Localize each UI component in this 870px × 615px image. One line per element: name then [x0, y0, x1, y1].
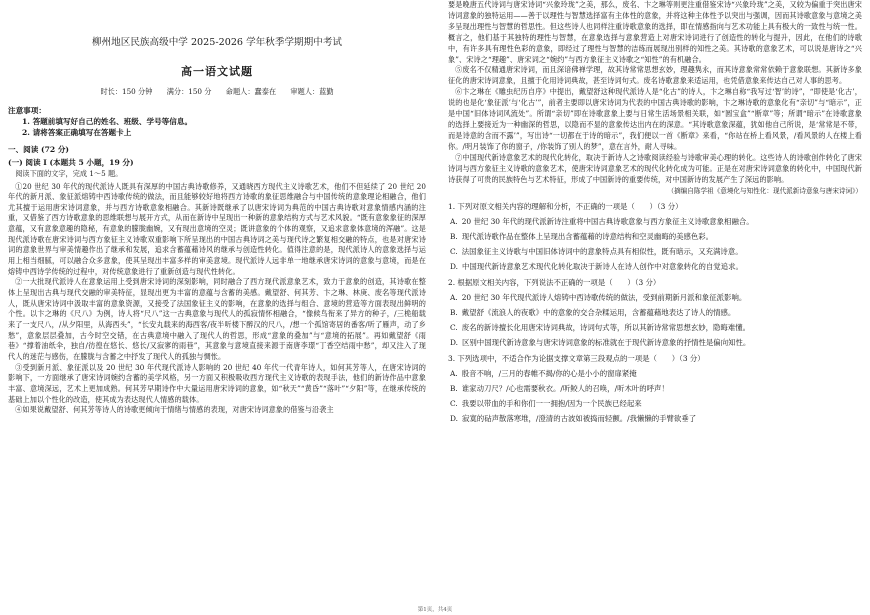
- question-3: [448, 353, 862, 424]
- question-stem: 3. 下列选项中，不适合作为论据支撑文章第三段观点的一项是（ ）（3 分）: [448, 354, 705, 364]
- option-a[interactable]: A. 殷音不响，/三月的春帷不揭/你的心是小小的窗扉紧掩: [450, 369, 637, 379]
- section-heading: 一、阅读 (72 分): [8, 145, 70, 154]
- reviewer: 审题人：蓝勤: [290, 87, 334, 96]
- exam-meta: [8, 87, 426, 97]
- right-column: [448, 0, 862, 424]
- notice-heading: 注意事项：: [8, 106, 46, 115]
- setter: 命题人：蠢泰在: [225, 87, 277, 96]
- question-2: [448, 277, 862, 348]
- option-d[interactable]: D. 中国现代新诗意象艺术现代化转化取决于新诗人在诗人创作中对意象转化的自觉追求。: [450, 262, 743, 272]
- passage-paragraph: ⑤废名不仅精通唐宋诗词，而且深谙佛禅学理，故其诗常常思想玄妙，理趣隽永，而其诗意象常常依赖于意象联想。其新诗多象征化的唐宋诗词意象，且擅于化用诗词典故，甚至诗词句式。废名诗歌意象来适运用，也凭借意象来传达自己对人事的思考。: [448, 65, 862, 86]
- option-a[interactable]: A. 20 世纪 30 年代现代派诗人熔铸中西诗歌传统的做法，受到前期新月派和象征派影响。: [450, 293, 747, 303]
- full-score: 满分：150 分: [166, 87, 212, 96]
- duration: 时长：150 分钟: [100, 87, 153, 96]
- exam-title: 柳州地区民族高级中学 2025-2026 学年秋季学期期中考试: [91, 37, 343, 48]
- passage-paragraph: ①20 世纪 30 年代的现代派诗人既具有深厚的中国古典诗歌修养，又通晓西方现代主义诗歌艺术，他们不但延续了 20 世纪 20 年代的新月派、象征派熔铸中西诗歌传统的做法，而且能够较好地将西方诗歌的象征思维融合与中国传统的意象理论相融合，他们尤其擅于运用唐宋诗词意象，并与西方诗歌意象相融合。其新诗既继承了以唐宋诗词为典范的中国古典诗歌对意象情感内涵的注重，又借鉴了西方诗歌意象的思维联想与展开方式，从而在新诗中呈现出一种新的意象结构方式与艺术风貌。“既有意象象征的深厚意蕴，又有意象意趣的隐秘，有意象的朦胧幽婉，又有现出意境的空灵；既讲意象的个体的观察，又追求意象体意境的浑融”。这是现代派诗歌在唐宋诗词与西方象征主义诗歌双重影响下所呈现出的中国古典诗词之美与现代诗之繁复相交融的特点，也是对唐宋诗词的意象世界与审美情趣作出了继承和发展，追求含蓄蕴藉诗风的继承与创造性转化。值得注意的是，现代派诗人的意象选择与运用上相当细腻，可以融合众多意象，使其呈现出丰富多样的审美意境。现代派诗人远非单一地继承唐宋诗词的意象与意境，而是在熔铸中西诗学传统的过程中，对传统意象进行了重新创造与现代性转化。: [8, 181, 426, 276]
- option-d[interactable]: D. 区别中国现代新诗意象与唐宋诗词意象的标准就在于现代新诗意象的抒情性是偏向知性。: [450, 338, 751, 348]
- left-column: [8, 0, 426, 416]
- notice-item: 2. 请将答案正确填写在答题卡上: [22, 128, 132, 137]
- question-stem: 2. 根据原文相关内容，下列说法不正确的一项是（ ）（3 分）: [448, 278, 661, 288]
- option-d[interactable]: D. 寂寞的砧声散落寒堆，/澄清的古波如被捣而轻颤。/我懒懒的手臂欲垂了: [450, 414, 697, 424]
- subsection-heading: (一) 阅读 I (本题共 5 小题，19 分): [8, 158, 134, 167]
- passage-source: （摘编自陈学祖《意境化与知性化：现代派新诗意象与唐宋诗词》）: [667, 187, 862, 196]
- section-intro: 阅读下面的文字，完成 1～5 题。: [15, 169, 123, 178]
- passage-paragraph: ③受到新月派、象征派以及 20 世纪 30 年代现代派诗人影响的 20 世纪 40 年代一代青年诗人，如何其芳等人，在唐宋诗词的影响下，一方面继承了唐宋诗词婉约含蓄的美学风格，另一方面又积极吸收西方现代主义诗歌的表现手法，他们的新诗作品中意象丰富、意境深远，艺术上更加成熟。何其芳早期诗作中大量运用唐宋诗词的意象，如“秋天”“黄昏”“落叶”“夕阳”等，在继承传统的基础上加以个性化的改造，使其成为表达现代人情感的载体。: [8, 362, 426, 404]
- passage-paragraph: ⑦中国现代新诗意象艺术的现代化转化，取决于新诗人之诗歌阅读经验与诗歌审美心理的转化。这些诗人的诗歌创作转化了唐宋诗词与西方象征主义诗歌的意象艺术，使唐宋诗词意象艺术的现代化转化成为可能。正是在对唐宋诗词意象的转化中，中国现代新诗获得了可贵的民族特色与艺术特征，形成了中国新诗的重要传统，对中国新诗的发展产生了深远的影响。: [448, 152, 862, 184]
- passage-paragraph: ⑥卞之琳在《雕虫纪历自序》中提出，戴望舒这种现代派诗人是“化古”的诗人，卞之琳自称“我写过‘智’的诗”，“即使是‘化古’，说的也是化‘象征派’与‘化古’”，前者主要即以唐宋诗词为代表的中国古典诗歌的影响，卞之琳诗歌的意象化有“亲切”与“暗示”，正是中国“旧体诗词风流处”。所谓“亲切”即在诗歌意象上要与日常生活场景相关联，如“圆宝盒”“断章”等；所谓“暗示”在诗歌意象的选择上要接近为一种幽深的哲思，以隐而不显的意象传达出内在的深意。“其诗歌意象深蕴，犹如他自己所说，是‘常常是不带，而是诗意的含而不露’”，写出诗“一切都在于诗的暗示”，我们便以一首《断章》来看，“你站在桥上看风景，/看风景的人在楼上看你。/明月装饰了你的窗子，/你装饰了别人的梦”，意在言外，耐人寻味。: [448, 87, 862, 151]
- notice-item: 1. 答题前填写好自己的姓名、班级、学号等信息。: [22, 117, 193, 126]
- option-c[interactable]: C. 我要以带血的手和你们一一拥抱/因为一个民族已经起来: [450, 399, 642, 409]
- option-c[interactable]: C. 废名的新诗擅长化用唐宋诗词典故，诗词句式等，所以其新诗常常思想玄妙，隐晦难懂。: [450, 323, 750, 333]
- option-b[interactable]: B. 戴望舒《流浪人的夜歌》中的意象的交合杂糅运用，含蓄蕴藉地表达了诗人的情感。: [450, 308, 736, 318]
- passage-paragraph: 要是晚唐五代诗词与唐宋诗词“兴象玲珑”之美，那么，废名、卞之琳等则更注重借鉴宋诗“兴象玲珑”之美，又较为偏重于突出唐宋诗词意象的独特运用——善于以理性与智慧选择富有主体性的意象，并将这种主体性予以突出与强调，因而其诗歌意象与意境之美多呈现出理性与智慧的哲思性。但这些诗人也同样注重诗歌意象的选择，即在情感指向与艺术功能上具有极大的一致性与统一性。概言之，他们基于其独特的理性与智慧，在意象选择与意象营造上对唐宋诗词进行了创造性的转化与提升，因此，在他们的诗歌中，有许多具有理性色彩的意象，即经过了理性与智慧的洁练而展现出别样的知性之美。其诗歌的意象艺术，可以说是唐诗之“兴象”、宋诗之“理趣”、唐宋词之“婉约”与西方象征主义诗歌之“知性”的有机融合。: [448, 0, 862, 64]
- question-stem: 1. 下列对原文相关内容的理解和分析，不正确的一项是（ ）（3 分）: [448, 202, 683, 212]
- passage-paragraph: ④如果说戴望舒、何其芳等诗人的诗歌更倾向于情绪与情感的表现，对唐宋诗词意象的借鉴与沿袭主: [15, 405, 334, 415]
- page-number: 第1页，共4页: [417, 607, 453, 613]
- option-c[interactable]: C. 法国象征主义诗歌与中国旧体诗词中的意象特点具有相似性，既有暗示，又充满诗意。: [450, 247, 743, 257]
- option-b[interactable]: B. 谁家动刀尺？/心也需要秋衣。/听鲛人的召唤，/听木叶的呼声！: [450, 384, 669, 394]
- question-1: [448, 201, 862, 272]
- option-b[interactable]: B. 现代派诗歌作品在整体上呈现出含蓄蕴藉的诗意结构和空灵幽晦的美感色彩。: [450, 232, 714, 242]
- exam-subtitle: 高一语文试题: [181, 65, 253, 78]
- option-a[interactable]: A. 20 世纪 30 年代的现代派新诗注重将中国古典诗歌意象与西方象征主义诗歌意象相融合。: [450, 217, 754, 227]
- passage-paragraph: ②一大批现代派诗人在意象运用上受到唐宋诗词的深刻影响，同时融合了西方现代派意象艺术，致力于意象的创造，其诗歌在整体上呈现出古典与现代交融的审美特征，显现出更为丰富的意蕴与含蓄的美感。戴望舒、何其芳、卞之琳、林庚、废名等现代派诗人，既从唐宋诗词中汲取丰富的意象资源，又接受了法国象征主义的影响，在意象的选择与组合、意境的营造等方面表现出鲜明的个性。以卞之琳的《尺八》为例，诗人将“尺八”这一古典意象与现代人的孤寂情怀相融合，“像候鸟衔来了异方的种子，/三桅船载来了一支尺八，/从夕阳里，从海西头”，“长安丸载来的海西客/夜半听楼下醉汉的尺八，/想一个孤馆寄居的番客/听了雁声，动了乡愁”，意象层层叠加，古今时空交错，在古典意境中融入了现代人的哲思，形成“意象的叠加”与“意境的拓展”。再如戴望舒《雨巷》“撑着油纸伞，独自/彷徨在悠长、悠长/又寂寥的雨巷”，其意象与意境直接来源于南唐李璟“丁香空结雨中愁”，却又注入了现代人的迷茫与感伤，在朦胧与含蓄之中抒发了现代人的孤独与惆怅。: [8, 277, 426, 361]
